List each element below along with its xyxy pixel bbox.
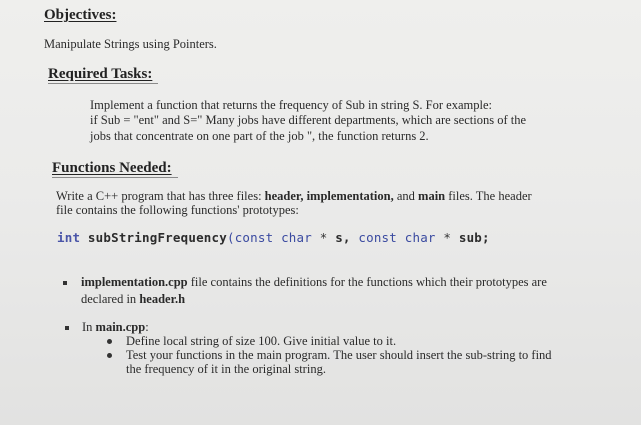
sub-bullet-test-functions-line-2: the frequency of it in the original string. [126,362,326,376]
objectives-heading: Objectives: [44,7,117,23]
code-token-const-2: const [358,230,398,245]
code-token-function-name: subStringFrequency [87,230,227,245]
square-bullet-icon [65,326,69,330]
functions-line-1-bold-1: header, implementation, [264,189,394,203]
code-token-const-1: (const [226,230,274,245]
functions-line-1-bold-2: main [418,189,446,203]
bullet-main-pre: In [82,320,96,334]
function-prototype-code [57,230,490,245]
required-tasks-line-1: Implement a function that returns the frequency of Sub in string S. For example: [90,98,492,112]
bullet-implementation-line-1 [81,275,547,290]
required-tasks-line-3: jobs that concentrate on one part of the job ", the function returns 2. [90,129,429,143]
code-token-sub: sub; [458,230,490,245]
required-tasks-heading: Required Tasks: [48,66,158,84]
functions-needed-heading: Functions Needed: [52,160,178,178]
code-token-char-1: char [281,230,312,245]
code-token-int: int [57,230,81,245]
code-token-s: s, [335,230,351,245]
main-cpp-label: main.cpp [95,320,146,334]
bullet-implementation-rest: file contains the definitions for the functions which their prototypes are [187,275,547,289]
square-bullet-icon [63,281,67,285]
objectives-text: Manipulate Strings using Pointers. [44,37,217,51]
functions-line-1-post: files. The header [445,189,532,203]
round-bullet-icon [107,353,112,358]
required-tasks-line-2: if Sub = "ent" and S=" Many jobs have different departments, which are sections of the [90,113,527,127]
bullet-implementation-line-2 [81,292,185,307]
round-bullet-icon [107,339,112,344]
sub-bullet-test-functions-line-1: Test your functions in the main program. The user should insert the sub-string to find [126,348,552,362]
code-token-star-1: * [319,230,328,245]
sub-bullet-define-string: Define local string of size 100. Give initial value to it. [126,334,397,348]
functions-needed-line-1 [56,189,532,204]
functions-line-1-mid: and [393,189,419,203]
implementation-cpp-label: implementation.cpp [81,275,188,289]
code-token-char-2: char [404,230,436,245]
header-h-label: header.h [139,292,186,306]
bullet-main-post: : [145,320,149,334]
bullet-main-line [82,320,149,335]
functions-needed-line-2: file contains the following functions' prototypes: [56,203,299,217]
bullet-implementation-line-2-pre: declared in [81,292,140,306]
functions-line-1-pre: Write a C++ program that has three files: [56,189,265,203]
code-token-star-2: * [443,230,452,245]
